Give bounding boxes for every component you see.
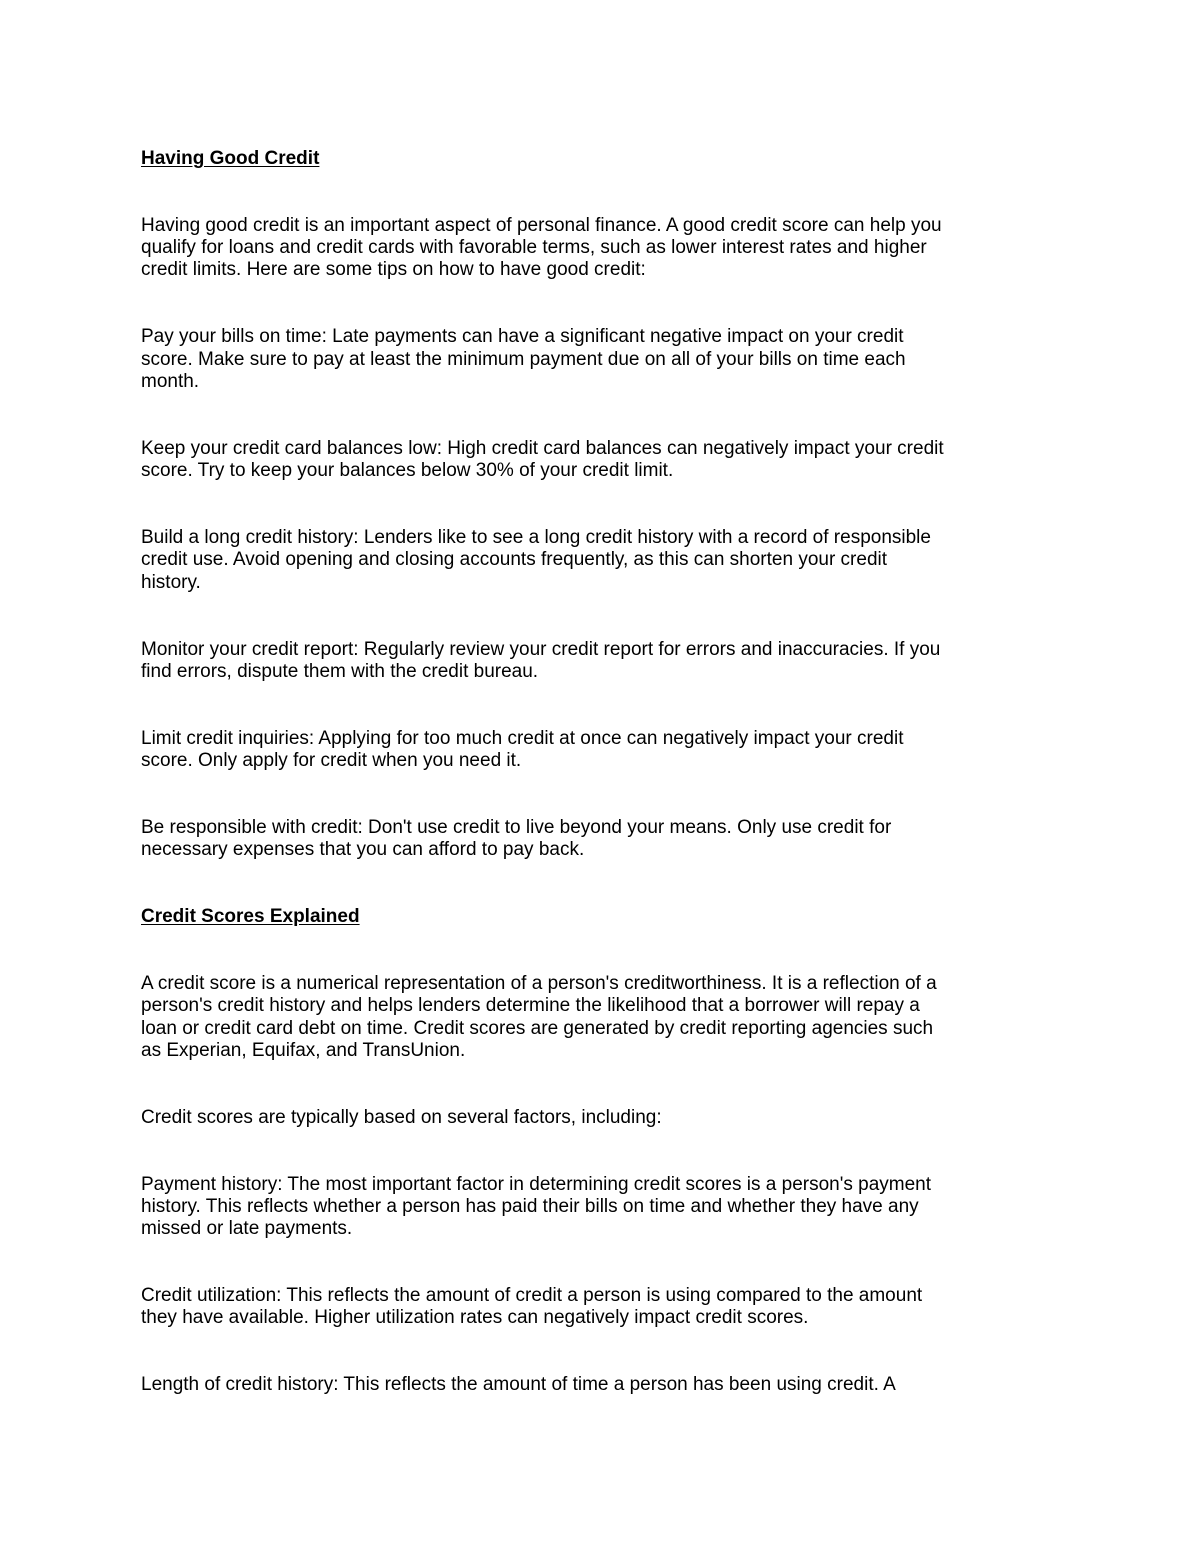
text-line: Pay your bills on time: Late payments can have a significant negative impact on your credit	[141, 326, 904, 348]
spacer	[141, 594, 1061, 639]
tip-balances-low	[141, 438, 1061, 483]
spacer	[141, 928, 1061, 973]
section-heading-having-good-credit: Having Good Credit	[141, 148, 320, 169]
text-line: score. Make sure to pay at least the minimum payment due on all of your bills on time each	[141, 348, 906, 370]
tip-limit-inquiries	[141, 728, 1061, 773]
spacer	[141, 170, 1061, 215]
intro-paragraph	[141, 215, 1061, 282]
spacer	[141, 1062, 1061, 1107]
spacer	[141, 683, 1061, 728]
spacer	[141, 1241, 1061, 1286]
text-line: qualify for loans and credit cards with favorable terms, such as lower interest rates and higher	[141, 237, 927, 259]
spacer	[141, 282, 1061, 327]
text-line: Build a long credit history: Lenders like to see a long credit history with a record of responsible	[141, 527, 931, 549]
paragraph-factors-intro	[141, 1107, 1061, 1129]
text-line: loan or credit card debt on time. Credit scores are generated by credit reporting agencies such	[141, 1017, 934, 1039]
text-line: Monitor your credit report: Regularly review your credit report for errors and inaccuracies. If you	[141, 638, 941, 660]
text-line: score. Try to keep your balances below 30% of your credit limit.	[141, 460, 674, 482]
text-line: history.	[141, 571, 201, 593]
spacer	[141, 1129, 1061, 1174]
text-line: credit use. Avoid opening and closing accounts frequently, as this can shorten your credit	[141, 549, 888, 571]
paragraph-payment-history	[141, 1174, 1061, 1241]
tip-monitor-report	[141, 639, 1061, 684]
tip-be-responsible	[141, 817, 1061, 862]
paragraph-credit-score-definition	[141, 973, 1061, 1062]
spacer	[141, 482, 1061, 527]
text-line: as Experian, Equifax, and TransUnion.	[141, 1039, 466, 1061]
spacer	[141, 393, 1061, 438]
text-line: Credit utilization: This reflects the amount of credit a person is using compared to the amount	[141, 1285, 923, 1307]
text-line: Keep your credit card balances low: High credit card balances can negatively impact your credit	[141, 437, 944, 459]
spacer	[141, 1330, 1061, 1375]
section-heading-credit-scores-explained: Credit Scores Explained	[141, 906, 360, 928]
paragraph-credit-utilization	[141, 1285, 1061, 1330]
text-line: they have available. Higher utilization rates can negatively impact credit scores.	[141, 1307, 809, 1329]
paragraph-length-of-history	[141, 1374, 1061, 1396]
text-line: credit limits. Here are some tips on how to have good credit:	[141, 259, 646, 281]
text-line: Having good credit is an important aspect of personal finance. A good credit score can help you	[141, 214, 942, 236]
tip-long-history	[141, 527, 1061, 594]
tip-pay-bills	[141, 326, 1061, 393]
text-line: Payment history: The most important factor in determining credit scores is a person's payment	[141, 1173, 932, 1195]
text-line: Credit scores are typically based on several factors, including:	[141, 1106, 662, 1128]
text-line: missed or late payments.	[141, 1218, 353, 1240]
text-line: Be responsible with credit: Don't use credit to live beyond your means. Only use credit for	[141, 816, 892, 838]
spacer	[141, 772, 1061, 817]
document-page	[141, 148, 1061, 1397]
text-line: history. This reflects whether a person has paid their bills on time and whether they have any	[141, 1195, 919, 1217]
text-line: necessary expenses that you can afford to pay back.	[141, 839, 585, 861]
text-line: find errors, dispute them with the credit bureau.	[141, 660, 539, 682]
text-line: Length of credit history: This reflects the amount of time a person has been using credit. A	[141, 1374, 896, 1396]
text-line: person's credit history and helps lenders determine the likelihood that a borrower will repay a	[141, 995, 920, 1017]
text-line: A credit score is a numerical representation of a person's creditworthiness. It is a reflection of a	[141, 972, 937, 994]
text-line: month.	[141, 370, 200, 392]
text-line: score. Only apply for credit when you need it.	[141, 750, 522, 772]
spacer	[141, 862, 1061, 907]
text-line: Limit credit inquiries: Applying for too much credit at once can negatively impact your credit	[141, 727, 904, 749]
